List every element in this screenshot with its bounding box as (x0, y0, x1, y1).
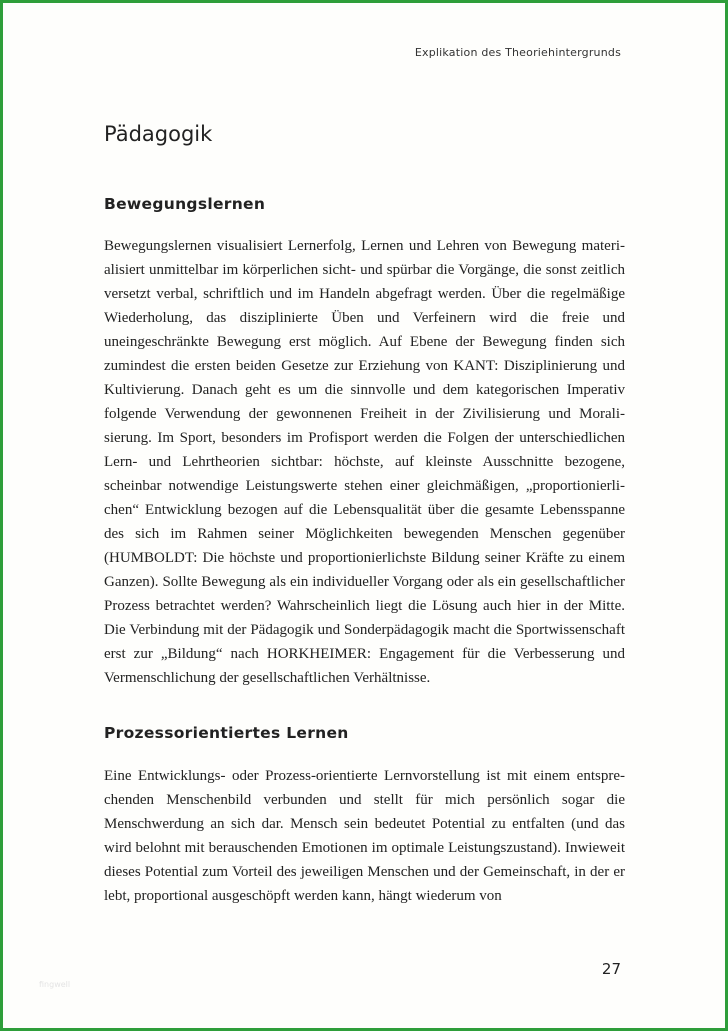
section-paragraph-bewegungslernen: Bewegungslernen visualisiert Lernerfolg, Lernen und Lehren von Bewegung materialisiert unmittelbar im körperlichen sicht- und spürbar die Vorgänge, die sonst zeitlich versetzt verbal, schriftlich und im Handeln abgefragt werden. Über die regelmäßige Wiederholung, das disziplinierte Üben und Verfeinern wird die freie und uneingeschränkte Bewegung erst möglich. Auf Ebene der Bewegung finden sich zumindest die ersten beiden Gesetze zur Erziehung von KANT: Disziplinierung und Kultivierung. Danach geht es um die sinnvolle und dem kategorischen Imperativ folgende Verwendung der gewonnenen Freiheit in der Zivilisierung und Moralisierung. Im Sport, besonders im Profisport werden die Folgen der unterschiedlichen Lern- und Lehrtheorien sichtbar: höchste, auf kleinste Ausschnitte bezogene, scheinbar notwendige Leistungswerte stehen einer gleichmäßigen, „proportionierlichen“ Entwicklung bezogen auf die Lebensqualität über die gesamte Lebensspanne des sich im Rahmen seiner Möglichkeiten bewegenden Menschen gegenüber (HUMBOLDT: Die höchste und proportionierlichste Bildung seiner Kräfte zu einem Ganzen). Sollte Bewegung als ein individueller Vorgang oder als ein gesellschaftlicher Prozess betrachtet werden? Wahrscheinlich liegt die Lösung auch hier in der Mitte. Die Verbindung mit der Pädagogik und Sonderpädagogik macht die Sportwissenschaft erst zur „Bildung“ nach HORKHEIMER: Engagement für die Verbesserung und Vermenschlichung der gesellschaftlichen Verhältnisse. (104, 238, 625, 686)
chapter-title: Pädagogik (104, 122, 213, 146)
section-heading-prozessorientiertes-lernen: Prozessorientiertes Lernen (104, 724, 349, 742)
running-header: Explikation des Theoriehintergrunds (414, 46, 621, 59)
section-heading-bewegungslernen: Bewegungslernen (104, 195, 266, 213)
watermark: fingwell (39, 980, 71, 989)
section-paragraph-prozessorientiertes-lernen: Eine Entwicklungs- oder Prozess-orientierte Lernvorstellung ist mit einem entsprechenden Menschenbild verbunden und stellt für mich persönlich sogar die Menschwerdung an sich dar. Mensch sein bedeutet Potential zu entfalten (und das wird belohnt mit berauschenden Emotionen im optimale Leistungszustand). Inwieweit dieses Potential zum Vorteil des jeweiligen Menschen und der Gemeinschaft, in der er lebt, proportional ausgeschöpft werden kann, hängt wiederum von (104, 768, 625, 904)
page-number: 27 (601, 960, 621, 978)
